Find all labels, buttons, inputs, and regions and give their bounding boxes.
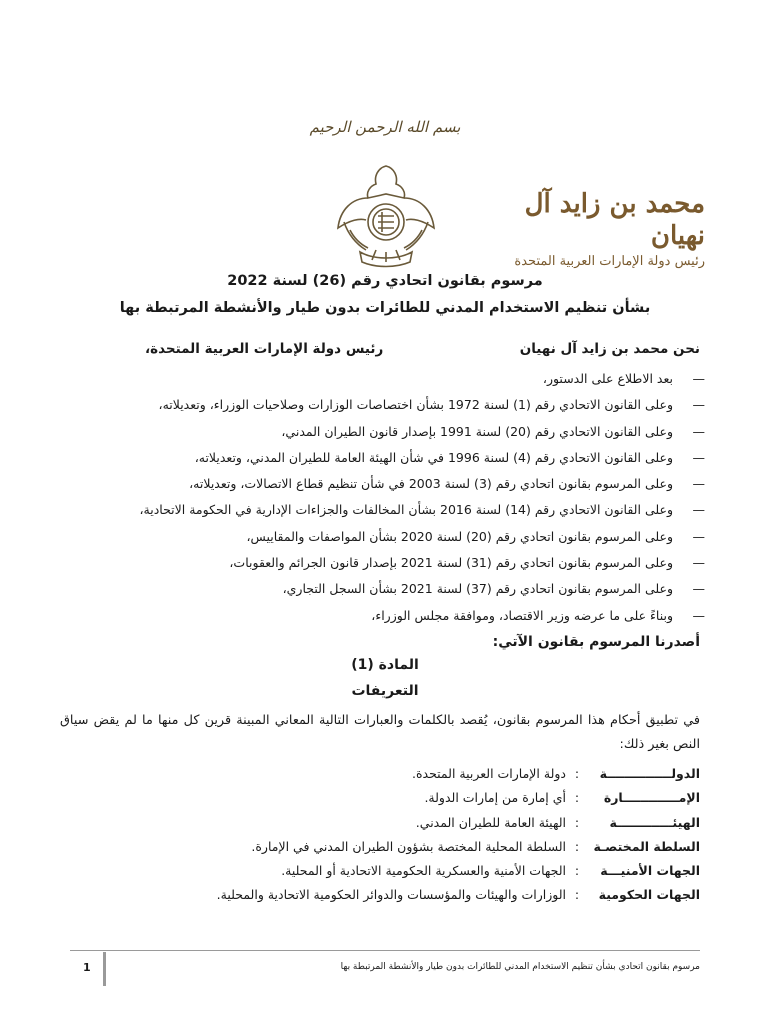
definition-row bbox=[180, 786, 700, 810]
definition-term: الهيئـــــــــــــة bbox=[609, 814, 700, 830]
footer-vertical-rule bbox=[103, 952, 106, 986]
footer-divider bbox=[70, 950, 700, 951]
definition-separator: : bbox=[574, 766, 580, 781]
definition-row bbox=[180, 811, 700, 835]
decree-title: مرسوم بقانون اتحادي رقم (26) لسنة 2022 bbox=[227, 273, 543, 289]
definition-term: الجهات الأمنيـــة bbox=[600, 863, 700, 879]
definition-row bbox=[180, 835, 700, 859]
definition-text: الجهات الأمنية والعسكرية الحكومية الاتحادية أو المحلية. bbox=[281, 863, 566, 879]
preamble-item: — بعد الاطلاع على الدستور، bbox=[55, 366, 705, 392]
definition-text: دولة الإمارات العربية المتحدة. bbox=[411, 766, 566, 781]
article-number: المادة (1) bbox=[351, 657, 419, 673]
article-title: التعريفات bbox=[351, 683, 419, 699]
preamble-item: — وعلى القانون الاتحادي رقم (20) لسنة 1991 بإصدار قانون الطيران المدني، bbox=[55, 419, 705, 445]
intro-row bbox=[145, 341, 700, 357]
preamble-item: — وعلى المرسوم بقانون اتحادي رقم (3) لسنة 2003 في شأن تنظيم قطاع الاتصالات، وتعديلاته، bbox=[55, 471, 705, 497]
decree-subtitle: بشأن تنظيم الاستخدام المدني للطائرات بدون طيار والأنشطة المرتبطة بها bbox=[119, 300, 651, 316]
definition-term: الإمـــــــــــــارة bbox=[603, 790, 700, 806]
dash-bullet: — bbox=[692, 555, 705, 571]
definition-text: الهيئة العامة للطيران المدني. bbox=[415, 814, 566, 830]
definition-row bbox=[180, 859, 700, 883]
article-paragraph: في تطبيق أحكام هذا المرسوم بقانون، يُقصد بالكلمات والعبارات التالية المعاني المبينة قرين كل منها ما لم يقض سياق النص بغير ذلك: bbox=[60, 713, 700, 752]
preamble-item: — وعلى المرسوم بقانون اتحادي رقم (31) لسنة 2021 بإصدار قانون الجرائم والعقوبات، bbox=[55, 550, 705, 576]
definition-text: السلطة المحلية المختصة بشؤون الطيران المدني في الإمارة. bbox=[251, 838, 566, 854]
intro-position: رئيس دولة الإمارات العربية المتحدة، bbox=[145, 341, 384, 357]
preamble-item: — وبناءً على ما عرضه وزير الاقتصاد، وموافقة مجلس الوزراء، bbox=[55, 603, 705, 629]
preamble-item: — وعلى المرسوم بقانون اتحادي رقم (37) لسنة 2021 بشأن السجل التجاري، bbox=[55, 576, 705, 602]
dash-bullet: — bbox=[692, 371, 705, 386]
preamble-item: — وعلى القانون الاتحادي رقم (1) لسنة 1972 بشأن اختصاصات الوزارات وصلاحيات الوزراء، وتعديلاته، bbox=[55, 392, 705, 418]
basmala-calligraphy: بسم الله الرحمن الرحيم bbox=[309, 118, 461, 136]
dash-bullet: — bbox=[692, 581, 705, 597]
dash-bullet: — bbox=[692, 423, 705, 439]
dash-bullet: — bbox=[692, 528, 705, 544]
definition-row bbox=[180, 762, 700, 786]
definition-text: أي إمارة من إمارات الدولة. bbox=[424, 790, 566, 806]
preamble-item: — وعلى المرسوم بقانون اتحادي رقم (20) لسنة 2020 بشأن المواصفات والمقاييس، bbox=[55, 524, 705, 550]
signature-block bbox=[505, 188, 705, 269]
definition-term: السلطة المختصـة bbox=[593, 838, 700, 854]
dash-bullet: — bbox=[692, 502, 705, 518]
dash-bullet: — bbox=[692, 449, 705, 465]
uae-emblem-icon bbox=[330, 158, 442, 270]
page-number: 1 bbox=[83, 961, 91, 974]
preamble-list bbox=[55, 366, 705, 629]
signature-title: رئيس دولة الإمارات العربية المتحدة bbox=[514, 254, 705, 269]
signature-name: محمد بن زايد آل نهيان bbox=[524, 189, 705, 251]
definition-separator: : bbox=[574, 838, 580, 854]
definition-separator: : bbox=[574, 814, 580, 830]
definition-separator: : bbox=[574, 790, 580, 806]
intro-speaker: نحن محمد بن زايد آل نهيان bbox=[519, 341, 700, 357]
definitions-list bbox=[180, 762, 700, 908]
preamble-item: — وعلى القانون الاتحادي رقم (14) لسنة 2016 بشأن المخالفات والجزاءات الإدارية في الحكومة الاتحادية، bbox=[55, 497, 705, 523]
dash-bullet: — bbox=[692, 397, 705, 413]
definition-text: الوزارات والهيئات والمؤسسات والدوائر الحكومية الاتحادية والمحلية. bbox=[216, 887, 566, 903]
definition-term: الجهات الحكومية bbox=[598, 887, 700, 903]
preamble-item: — وعلى القانون الاتحادي رقم (4) لسنة 1996 في شأن الهيئة العامة للطيران المدني، وتعديلاته، bbox=[55, 445, 705, 471]
issuance-statement: أصدرنا المرسوم بقانون الآتي: bbox=[492, 634, 700, 650]
definition-separator: : bbox=[574, 887, 580, 903]
definition-row bbox=[180, 883, 700, 907]
footer-text: مرسوم بقانون اتحادي بشأن تنظيم الاستخدام المدني للطائرات بدون طيار والأنشطة المرتبطة بها bbox=[340, 962, 700, 972]
definition-separator: : bbox=[574, 863, 580, 879]
dash-bullet: — bbox=[692, 607, 705, 623]
definition-term: الدولـــــــــــــــة bbox=[599, 766, 700, 781]
dash-bullet: — bbox=[692, 476, 705, 492]
